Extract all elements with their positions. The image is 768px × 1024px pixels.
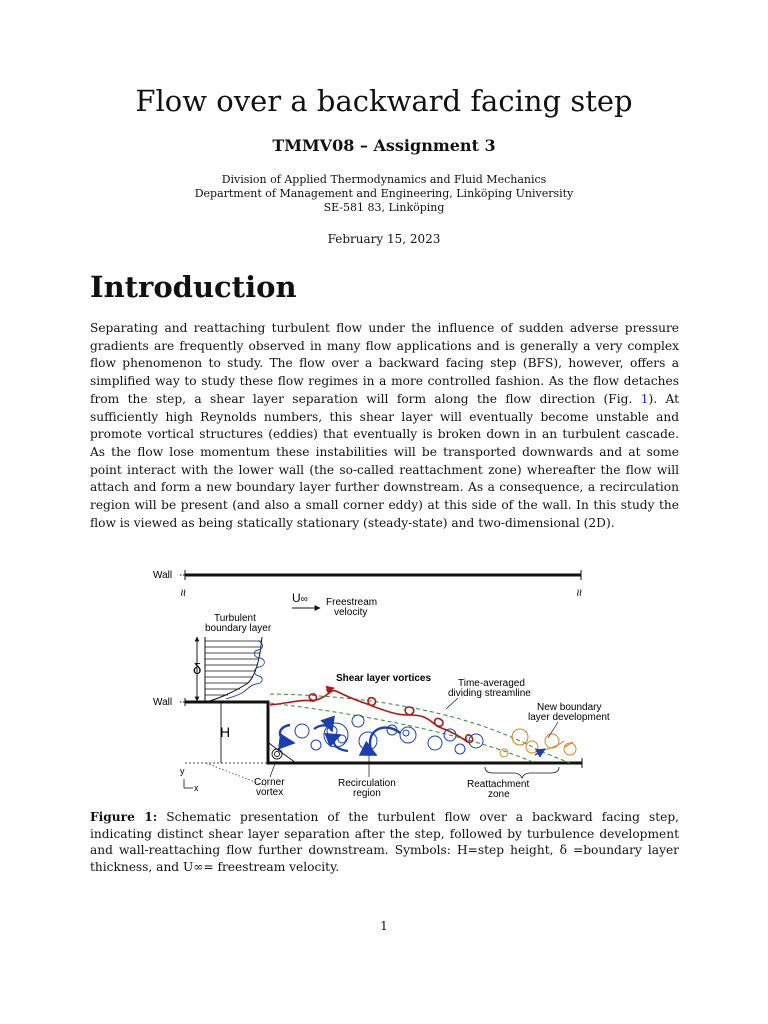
caption-text: Schematic presentation of the turbulent flow over a backward facing step, indicating distinct shear layer separation after the step, followed by turbulence development and wall-reattaching flow further downstream. Symbols: H=step height, δ =boundary layer thickness, and U∞= freestream velocity. bbox=[90, 810, 679, 874]
break-mark-left: ≈ bbox=[176, 589, 191, 597]
freestream-label-2: velocity bbox=[334, 607, 368, 618]
step-wall-label: Wall bbox=[153, 697, 173, 708]
freestream-symbol: U∞ bbox=[292, 591, 308, 605]
corner-vortex-label-2: vortex bbox=[256, 787, 284, 798]
tbl-label-2: boundary layer bbox=[205, 623, 272, 634]
section-heading: Introduction bbox=[90, 270, 297, 304]
axis-y-label: y bbox=[180, 766, 185, 776]
break-mark-right: ≈ bbox=[572, 589, 587, 597]
figure-reference-link[interactable]: 1 bbox=[640, 391, 649, 406]
new-bl-label-1: New boundary bbox=[537, 702, 602, 713]
velocity-profile-arrows bbox=[205, 641, 262, 695]
recirc-label-2: region bbox=[353, 788, 381, 799]
recirc-arrow-2 bbox=[370, 728, 400, 755]
step-geometry bbox=[185, 702, 582, 763]
delta-symbol: δ bbox=[193, 661, 202, 678]
shear-layer-label: Shear layer vortices bbox=[336, 673, 432, 684]
dividing-label-2: dividing streamline bbox=[448, 688, 531, 699]
reattachment-label-2: zone bbox=[488, 789, 510, 800]
axis-x-label: x bbox=[194, 783, 199, 793]
reattachment-label-1: Reattachment bbox=[467, 779, 530, 790]
figure-caption bbox=[90, 809, 679, 875]
caption-label: Figure 1: bbox=[90, 810, 158, 824]
tbl-eddies bbox=[226, 641, 264, 699]
recirc-arrow-4 bbox=[314, 725, 332, 731]
affiliation-line-2: Department of Management and Engineering, Linköping University bbox=[194, 187, 574, 200]
intro-paragraph bbox=[90, 320, 679, 532]
corner-vortex bbox=[269, 743, 296, 763]
affiliation-line-3: SE-581 83, Linköping bbox=[323, 201, 445, 214]
intro-text-2: ). At sufficiently high Reynolds numbers, this shear layer will eventually become unstable and promote vortical structures (eddies) that eventually is broken down in an turbulent cascade. As the flow lose momentum these instabilities will be transported downwards and at some point interact with the lower wall (the so-called reattachment zone) whereafter the flow will attach and form a new boundary layer further downstream. As a consequence, a recirculation region will be present (and also a small corner eddy) at this side of the wall. In this study the flow is viewed as being statically stationary (steady-state) and two-dimensional (2D). bbox=[90, 391, 679, 530]
corner-vortex-label-1: Corner bbox=[254, 777, 285, 788]
freestream-label-1: Freestream bbox=[326, 597, 378, 608]
bfs-schematic-figure bbox=[140, 555, 620, 805]
paper-date: February 15, 2023 bbox=[327, 232, 441, 246]
top-wall-label: Wall bbox=[153, 570, 173, 581]
recirc-arrow-1 bbox=[280, 725, 294, 743]
new-bl-label-2: layer development bbox=[528, 712, 610, 723]
recirc-label-1: Recirculation bbox=[338, 778, 396, 789]
dividing-label-1: Time-averaged bbox=[458, 678, 525, 689]
tbl-label-1: Turbulent bbox=[214, 613, 256, 624]
page-number: 1 bbox=[380, 919, 388, 933]
step-height-label: H bbox=[220, 724, 231, 740]
intro-text-1: Separating and reattaching turbulent flow under the influence of sudden adverse pressure gradients are frequently observed in many flow applications and is generally a very complex flow phenomenon to study. The flow over a backward facing step (BFS), however, offers a simplified way to study these flow regimes in a more controlled fashion. As the flow detaches from the step, a shear layer separation will form along the flow direction (Fig. bbox=[90, 321, 679, 406]
paper-subtitle: TMMV08 – Assignment 3 bbox=[272, 136, 496, 155]
affiliation-line-1: Division of Applied Thermodynamics and Fluid Mechanics bbox=[221, 173, 547, 186]
paper-title: Flow over a backward facing step bbox=[135, 84, 633, 118]
reattachment-brace bbox=[485, 767, 559, 778]
